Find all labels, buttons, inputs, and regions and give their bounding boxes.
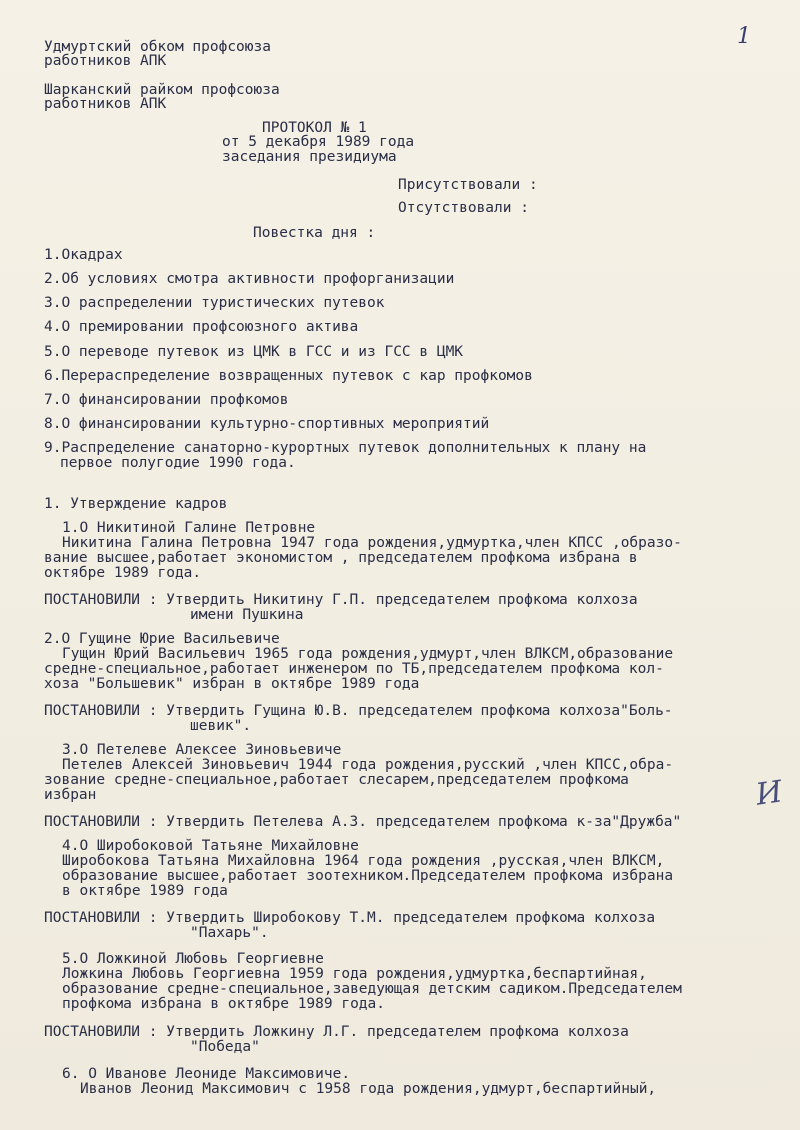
agenda-heading: Повестка дня : (253, 225, 376, 241)
person-heading: 5.О Ложкиной Любовь Георгиевне (62, 951, 324, 967)
attendance-present: Присутствовали : (398, 177, 538, 193)
person-text: Иванов Леонид Максимович с 1958 года рождения,удмурт,беспартийный, (80, 1081, 657, 1097)
person-text: хоза "Большевик" избран в октябре 1989 года (44, 676, 420, 692)
resolution-continuation: шевик". (190, 718, 252, 734)
person-heading: 4.О Широбоковой Татьяне Михайловне (62, 838, 359, 854)
resolution-continuation: "Победа" (190, 1039, 260, 1055)
agenda-item: 4.О премировании профсоюзного актива (44, 319, 359, 335)
agenda-item: 1.Окадрах (44, 247, 123, 263)
resolution: ПОСТАНОВИЛИ : Утвердить Ложкину Л.Г. председателем профкома колхоза (44, 1024, 629, 1040)
resolution-continuation: имени Пушкина (190, 607, 304, 623)
agenda-item: 5.О переводе путевок из ЦМК в ГСС и из ГСС в ЦМК (44, 344, 464, 360)
person-text: избран (44, 787, 97, 803)
resolution: ПОСТАНОВИЛИ : Утвердить Широбокову Т.М. председателем профкома колхоза (44, 910, 656, 926)
header-org2-line2: работников АПК (44, 96, 167, 112)
person-text: Широбокова Татьяна Михайловна 1964 года рождения ,русская,член ВЛКСМ, (62, 853, 665, 869)
section-heading: 1. Утверждение кадров (44, 496, 228, 512)
person-heading: 2.О Гущине Юрие Васильевиче (44, 631, 280, 647)
person-text: Петелев Алексей Зиновьевич 1944 года рождения,русский ,член КПСС,обра- (62, 757, 674, 773)
person-text: средне-специальное,работает инженером по ТБ,председателем профкома кол- (44, 661, 664, 677)
attendance-absent: Отсутствовали : (398, 200, 529, 216)
protocol-date: от 5 декабря 1989 года (222, 134, 415, 150)
agenda-item-continuation: первое полугодие 1990 года. (60, 455, 296, 471)
agenda-item: 8.О финансировании культурно-спортивных мероприятий (44, 416, 490, 432)
person-text: в октябре 1989 года (62, 883, 228, 899)
agenda-item: 7.О финансировании профкомов (44, 392, 289, 408)
handwritten-margin-mark: И (753, 774, 785, 813)
header-org1-line2: работников АПК (44, 53, 167, 69)
person-text: Ложкина Любовь Георгиевна 1959 года рождения,удмуртка,беспартийная, (62, 966, 647, 982)
person-text: октябре 1989 года. (44, 565, 202, 581)
person-text: вание высшее,работает экономистом , председателем профкома избрана в (44, 550, 638, 566)
protocol-meeting: заседания президиума (222, 149, 397, 165)
handwritten-page-number: 1 (737, 24, 751, 49)
agenda-item: 2.Об условиях смотра активности профорганизации (44, 271, 455, 287)
person-heading: 3.О Петелеве Алексее Зиновьевиче (62, 742, 342, 758)
agenda-item: 9.Распределение санаторно-курортных путевок дополнительных к плану на (44, 440, 647, 456)
person-text: зование средне-специальное,работает слесарем,председателем профкома (44, 772, 629, 788)
person-heading: 6. О Иванове Леониде Максимовиче. (62, 1066, 351, 1082)
person-text: Никитина Галина Петровна 1947 года рождения,удмуртка,член КПСС ,образо- (62, 535, 682, 551)
agenda-item: 3.О распределении туристических путевок (44, 295, 385, 311)
person-heading: 1.О Никитиной Галине Петровне (62, 520, 316, 536)
header-org2-line1: Шарканский райком профсоюза (44, 82, 280, 98)
resolution: ПОСТАНОВИЛИ : Утвердить Никитину Г.П. председателем профкома колхоза (44, 592, 638, 608)
header-org1-line1: Удмуртский обком профсоюза (44, 39, 271, 55)
resolution-continuation: "Пахарь". (190, 925, 269, 941)
person-text: образование высшее,работает зоотехником.Председателем профкома избрана (62, 868, 674, 884)
resolution: ПОСТАНОВИЛИ : Утвердить Гущина Ю.В. председателем профкома колхоза"Боль- (44, 703, 673, 719)
protocol-title: ПРОТОКОЛ № 1 (262, 120, 367, 136)
person-text: Гущин Юрий Васильевич 1965 года рождения,удмурт,член ВЛКСМ,образование (62, 646, 674, 662)
resolution: ПОСТАНОВИЛИ : Утвердить Петелева А.З. председателем профкома к-за"Дружба" (44, 814, 682, 830)
person-text: образование средне-специальное,заведующая детским садиком.Председателем (62, 981, 682, 997)
agenda-item: 6.Перераспределение возвращенных путевок с кар профкомов (44, 368, 533, 384)
person-text: профкома избрана в октябре 1989 года. (62, 996, 386, 1012)
